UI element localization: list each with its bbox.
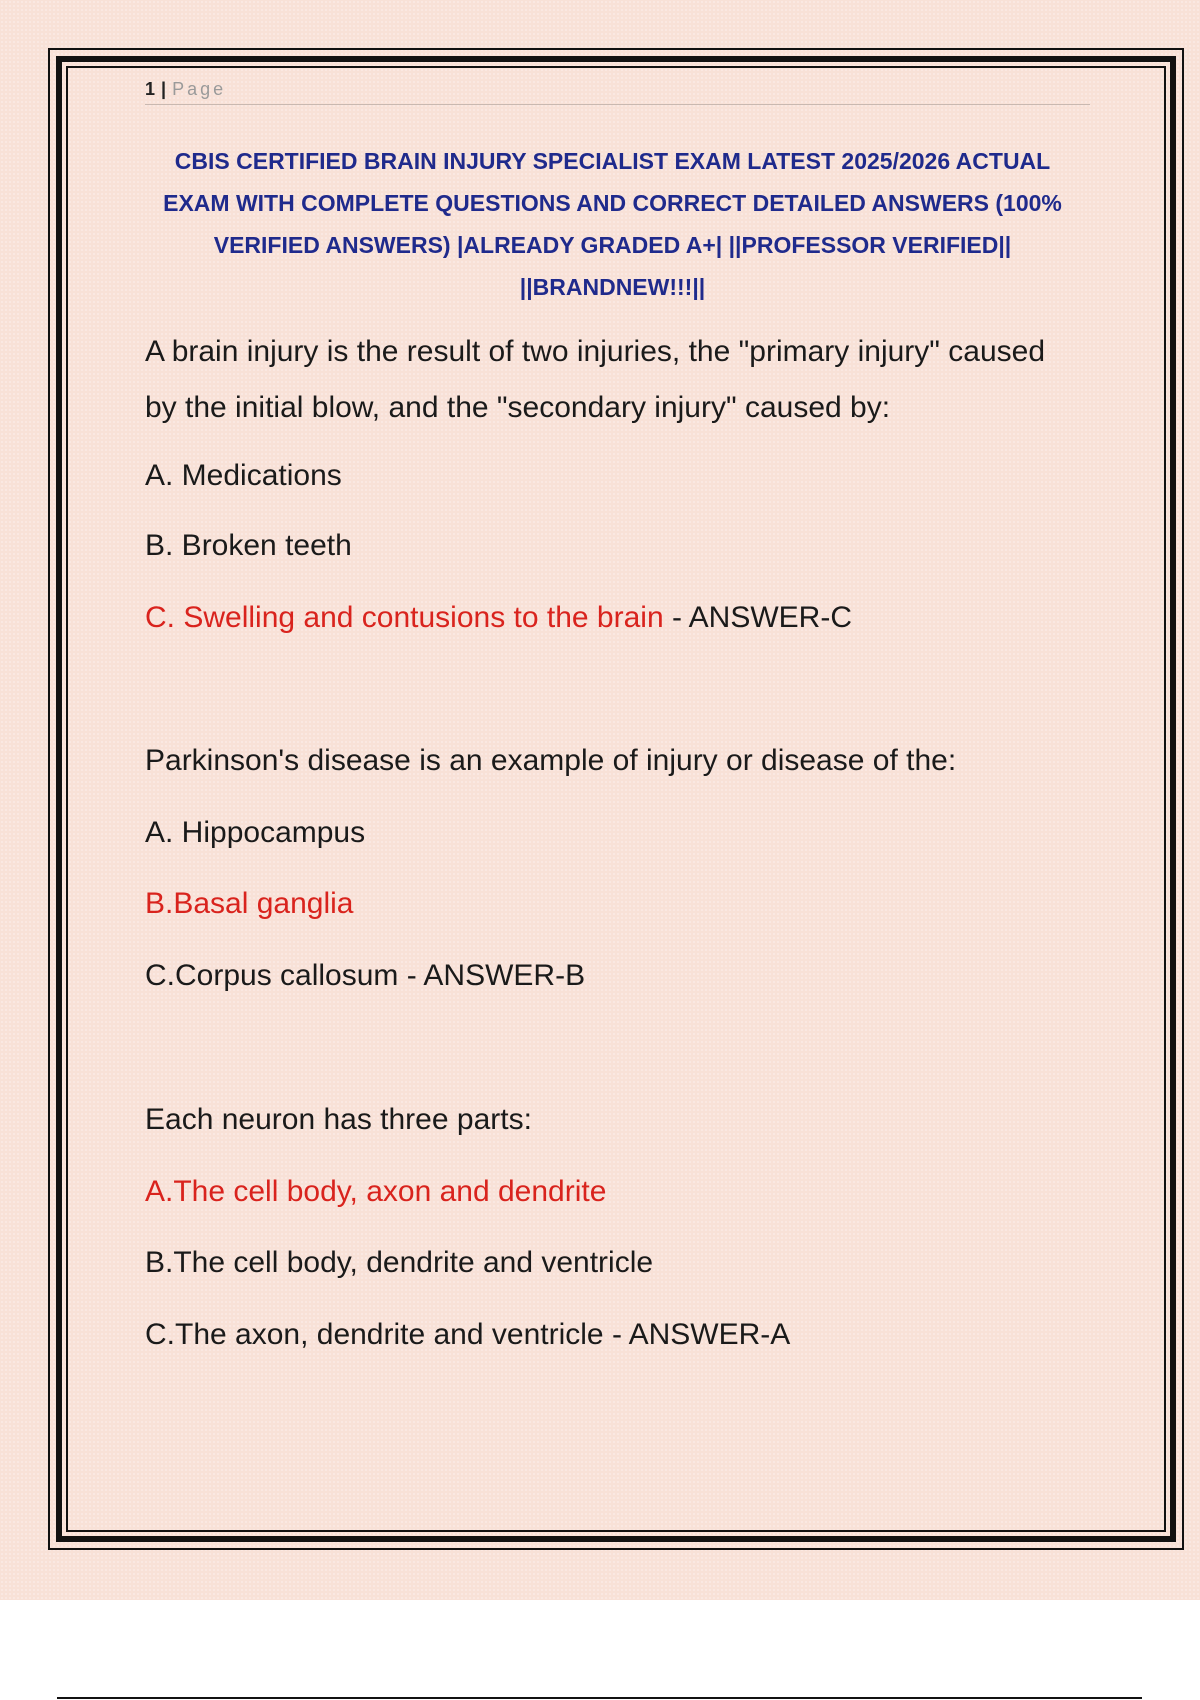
option-a: [145, 1174, 1085, 1210]
option-c: [145, 958, 1085, 994]
option-b-text: B. Broken teeth: [145, 529, 352, 562]
correct-option-text: B.Basal ganglia: [145, 887, 354, 920]
option-c-text: C.Corpus callosum: [145, 959, 399, 992]
page-header: [145, 74, 1090, 105]
correct-option-text: A.The cell body, axon and dendrite: [145, 1175, 607, 1208]
document-title: CBIS CERTIFIED BRAIN INJURY SPECIALIST EXAM LATEST 2025/2026 ACTUAL EXAM WITH COMPLETE QUESTIONS AND CORRECT DETAILED ANSWERS (100% VERIFIED ANSWERS) |ALREADY GRADED A+| ||PROFESSOR VERIFIED|| ||BRANDNEW!!!||: [163, 148, 1062, 300]
option-c: [145, 600, 1085, 636]
question-list: [145, 324, 1085, 1353]
option-a: [145, 815, 1085, 851]
option-c-text: C.The axon, dendrite and ventricle: [145, 1318, 604, 1351]
correct-option-text: C. Swelling and contusions to the brain: [145, 601, 664, 634]
question-2: [145, 743, 1085, 994]
option-b: [145, 528, 1085, 564]
option-a-text: A. Hippocampus: [145, 816, 366, 849]
answer-key: - ANSWER-A: [603, 1318, 791, 1351]
question-text: A brain injury is the result of two injuries, the "primary injury" caused by the initial blow, and the "secondary injury" caused by:: [145, 335, 1046, 424]
option-b: [145, 886, 1085, 922]
question-1: [145, 324, 1085, 636]
next-page-top-rule: [57, 1697, 1142, 1699]
option-b-text: B.The cell body, dendrite and ventricle: [145, 1246, 654, 1279]
page-number: 1: [145, 78, 156, 99]
option-a: [145, 458, 1085, 494]
option-c: [145, 1317, 1085, 1353]
option-a-text: A. Medications: [145, 459, 342, 492]
page-separator: |: [161, 78, 167, 99]
question-text: Parkinson's disease is an example of injury or disease of the:: [145, 744, 957, 777]
page-label: Page: [172, 78, 227, 99]
answer-key: - ANSWER-C: [663, 601, 852, 634]
answer-key: - ANSWER-B: [398, 959, 586, 992]
question-text: Each neuron has three parts:: [145, 1103, 532, 1136]
question-3: [145, 1102, 1085, 1353]
option-b: [145, 1245, 1085, 1281]
